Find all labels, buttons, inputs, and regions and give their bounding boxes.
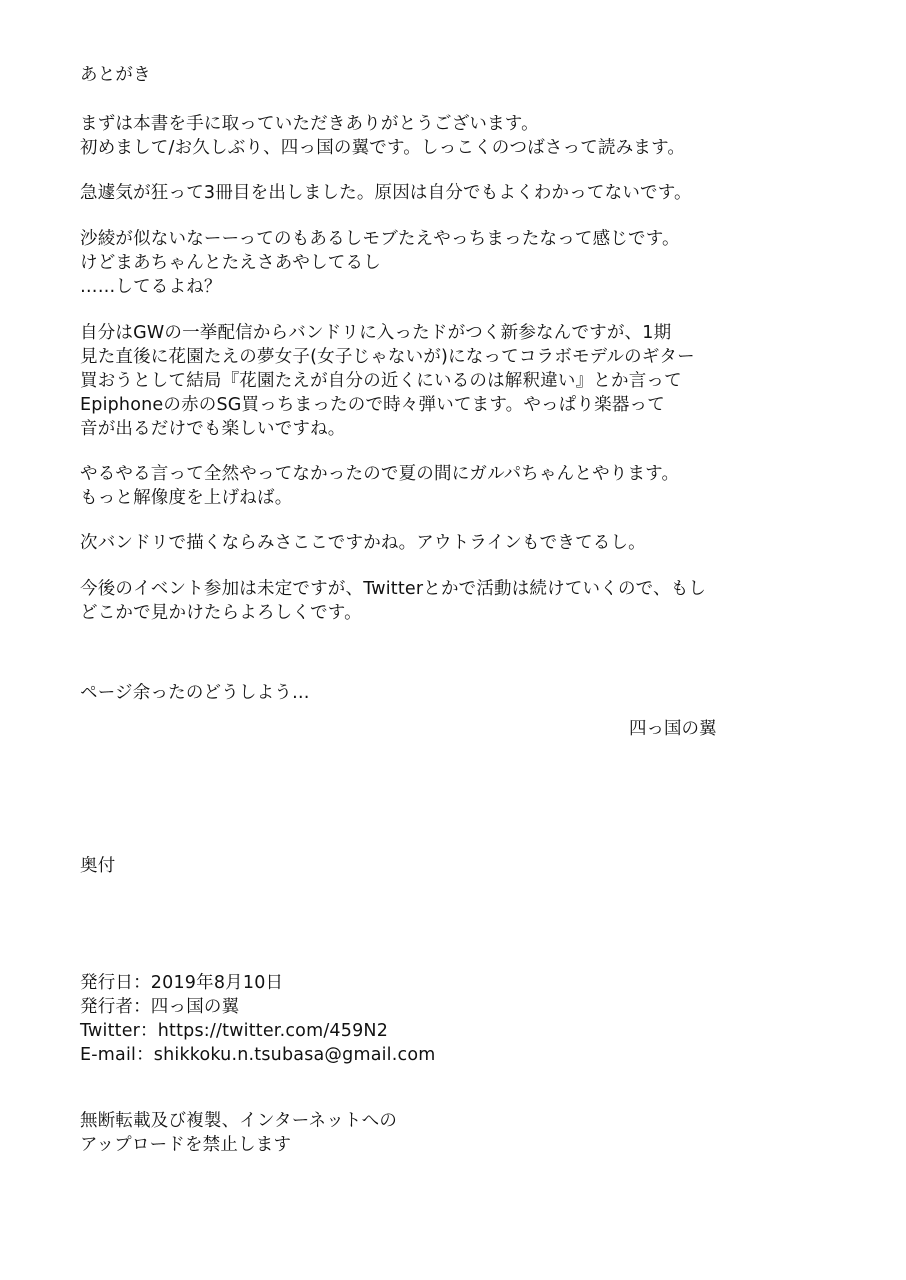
paragraph-line: ページ余ったのどうしよう… xyxy=(80,683,310,703)
paragraph-line: けどまあちゃんとたえさあやしてるし xyxy=(80,253,381,273)
email-address: E-mail：shikkoku.n.tsubasa@gmail.com xyxy=(80,1045,436,1065)
paragraph-line: 沙綾が似ないなーーってのもあるしモブたえやっちまったなって感じです。 xyxy=(80,229,680,249)
author-signature: 四っ国の翼 xyxy=(629,719,717,739)
paragraph-line: 自分はGWの一挙配信からバンドリに入ったドがつく新参なんですが、1期 xyxy=(80,323,672,343)
paragraph-line: 初めまして/お久しぶり、四っ国の翼です。しっこくのつばさって読みます。 xyxy=(80,138,686,158)
paragraph-line: 急遽気が狂って3冊目を出しました。原因は自分でもよくわかってないです。 xyxy=(80,183,692,203)
paragraph-line: 今後のイベント参加は未定ですが、Twitterとかで活動は続けていくので、もし xyxy=(80,579,707,599)
copyright-notice: アップロードを禁止します xyxy=(80,1135,292,1155)
paragraph-line: Epiphoneの赤のSG買っちまったので時々弾いてます。やっぱり楽器って xyxy=(80,395,665,415)
publish-date: 発行日：2019年8月10日 xyxy=(80,973,284,993)
paragraph-line: どこかで見かけたらよろしくです。 xyxy=(80,603,362,623)
paragraph-line: ……してるよね？ xyxy=(80,277,222,297)
paragraph-line: やるやる言って全然やってなかったので夏の間にガルパちゃんとやります。 xyxy=(80,464,680,484)
paragraph-line: まずは本書を手に取っていただきありがとうございます。 xyxy=(80,114,539,134)
paragraph-line: 買おうとして結局『花園たえが自分の近くにいるのは解釈違い』とか言って xyxy=(80,371,682,391)
afterword-heading: あとがき xyxy=(80,65,151,85)
colophon-heading: 奥付 xyxy=(80,856,116,876)
publisher: 発行者：四っ国の翼 xyxy=(80,997,240,1017)
paragraph-line: 音が出るだけでも楽しいですね。 xyxy=(80,419,346,439)
paragraph-line: 見た直後に花園たえの夢女子(女子じゃないが)になってコラボモデルのギター xyxy=(80,347,695,367)
paragraph-line: もっと解像度を上げねば。 xyxy=(80,488,293,508)
paragraph-line: 次バンドリで描くならみさここですかね。アウトラインもできてるし。 xyxy=(80,533,646,553)
twitter-url: Twitter：https://twitter.com/459N2 xyxy=(80,1021,389,1041)
copyright-notice: 無断転載及び複製、インターネットへの xyxy=(80,1111,398,1131)
